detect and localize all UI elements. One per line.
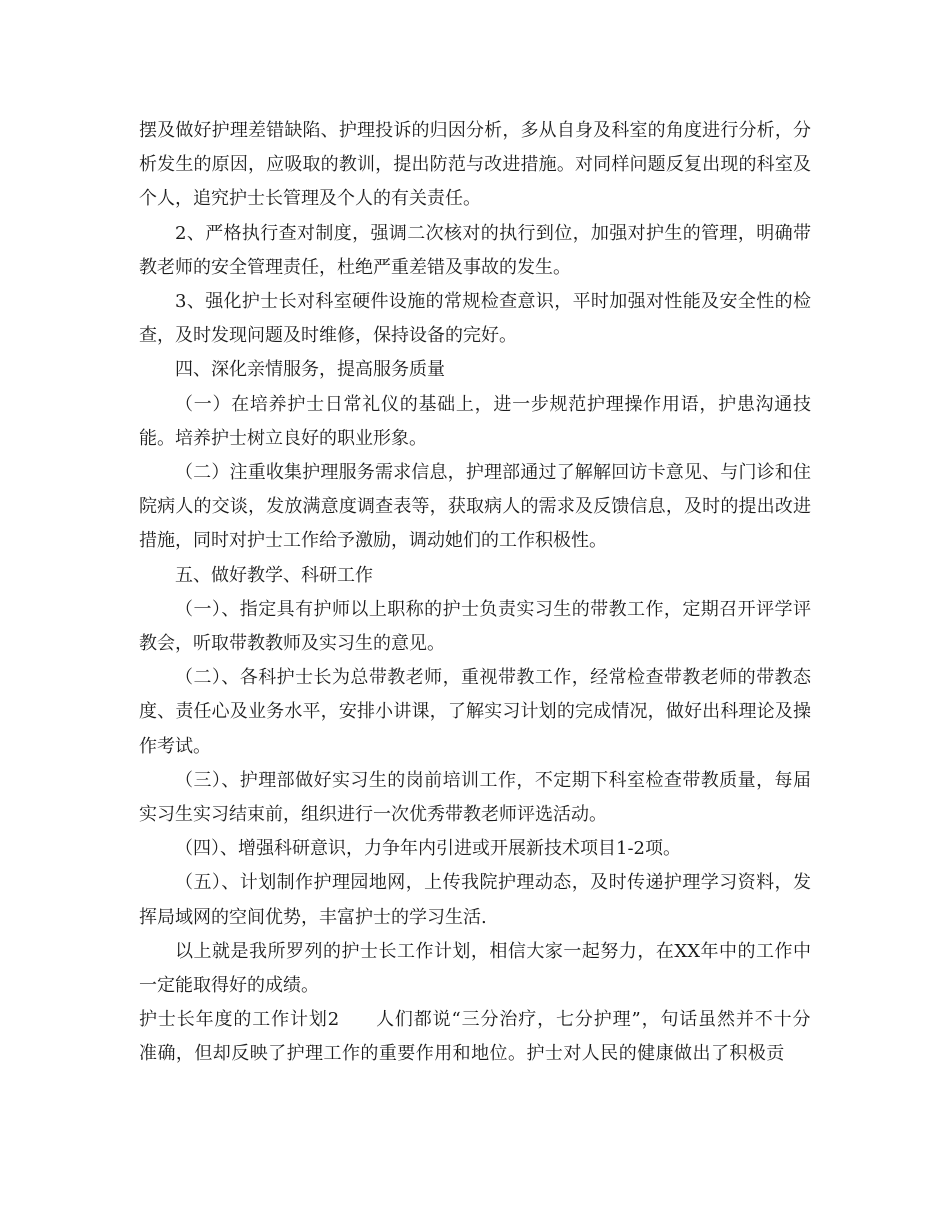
section-heading-5: 五、做好教学、科研工作: [175, 564, 373, 586]
document-body: [139, 114, 811, 1072]
paragraph-4-1: （一）在培养护士日常礼仪的基础上，进一步规范护理操作用语，护患沟通技能。培养护士树立良好的职业形象。: [139, 393, 811, 449]
paragraph-5-3: （三）、护理部做好实习生的岗前培训工作，不定期下科室检查带教质量，每届实习生实习结束前，组织进行一次优秀带教老师评选活动。: [139, 769, 811, 826]
paragraph-5-2: （二）、各科护士长为总带教老师，重视带教工作，经常检查带教老师的带教态度、责任心及业务水平，安排小讲课，了解实习计划的完成情况，做好出科理论及操作考试。: [139, 667, 811, 757]
paragraph-4-2: （二）注重收集护理服务需求信息，护理部通过了解解回访卡意见、与门诊和住院病人的交谈，发放满意度调查表等，获取病人的需求及反馈信息，及时的提出改进措施，同时对护士工作给予激励，调动她们的工作积极性。: [139, 462, 811, 552]
section-heading-4: 四、深化亲情服务，提高服务质量: [175, 359, 445, 381]
paragraph-conclusion: 以上就是我所罗列的护士长工作计划，相信大家一起努力，在XX年中的工作中一定能取得好的成绩。: [139, 940, 811, 997]
paragraph-continuation: 摆及做好护理差错缺陷、护理投诉的归因分析，多从自身及科室的角度进行分析，分析发生的原因，应吸取的教训，提出防范与改进措施。对同样问题反复出现的科室及个人，追究护士长管理及个人的有关责任。: [139, 120, 811, 210]
paragraph-item-3: 3、强化护士长对科室硬件设施的常规检查意识，平时加强对性能及安全性的检查，及时发现问题及时维修，保持设备的完好。: [139, 291, 811, 347]
next-section: [139, 1003, 811, 1071]
paragraph-5-1: （一）、指定具有护师以上职称的护士负责实习生的带教工作，定期召开评学评教会，听取带教教师及实习生的意见。: [139, 598, 811, 655]
paragraph-item-2: 2、严格执行查对制度，强调二次核对的执行到位，加强对护生的管理，明确带教老师的安全管理责任，杜绝严重差错及事故的发生。: [139, 222, 811, 278]
next-section-heading: 护士长年度的工作计划2: [139, 1009, 340, 1031]
paragraph-5-4: （四）、增强科研意识，力争年内引进或开展新技术项目1-2项。: [175, 838, 681, 860]
paragraph-5-5: （五）、计划制作护理园地网，上传我院护理动态，及时传递护理学习资料，发挥局域网的空间优势，丰富护士的学习生活.: [139, 872, 811, 928]
next-section-text: 人们都说“三分治疗，七分护理”，句话虽然并不十分准确，但却反映了护理工作的重要作用和地位。护士对人民的健康做出了积极贡: [139, 1009, 812, 1065]
